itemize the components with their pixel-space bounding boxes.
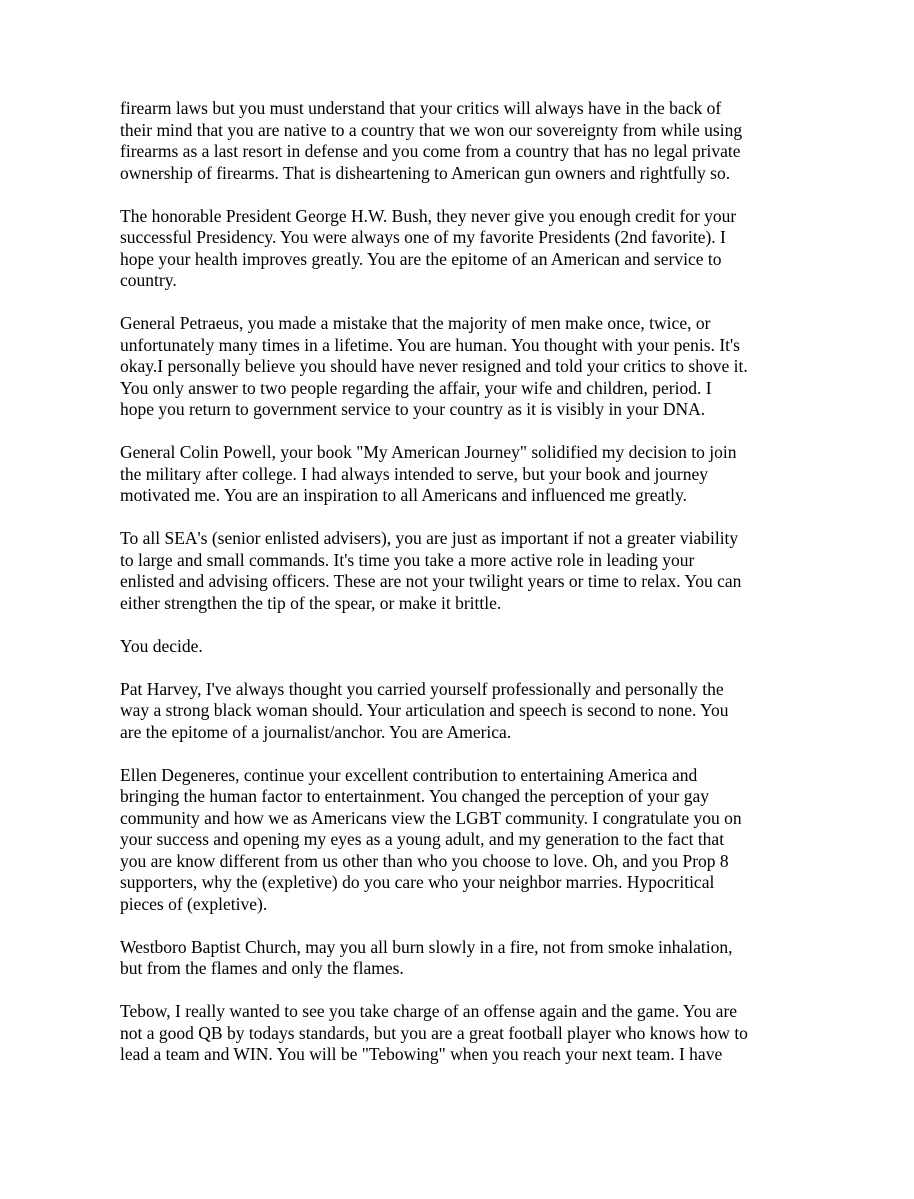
text-line: you are know different from us other than who you choose to love. Oh, and you Prop 8 bbox=[120, 850, 729, 871]
document-body bbox=[120, 98, 800, 1087]
paragraph bbox=[120, 206, 800, 292]
text-line: The honorable President George H.W. Bush, they never give you enough credit for your bbox=[120, 205, 737, 226]
text-line: You only answer to two people regarding the affair, your wife and children, period. I bbox=[120, 377, 712, 398]
paragraph bbox=[120, 1001, 800, 1066]
text-line: community and how we as Americans view the LGBT community. I congratulate you on bbox=[120, 807, 742, 828]
text-line: To all SEA's (senior enlisted advisers), you are just as important if not a greater viability bbox=[120, 528, 739, 548]
text-line: country. bbox=[120, 270, 177, 290]
text-line: firearms as a last resort in defense and you come from a country that has no legal private bbox=[120, 141, 741, 161]
text-line: to large and small commands. It's time you take a more active role in leading your bbox=[120, 549, 695, 570]
text-line: are the epitome of a journalist/anchor. You are America. bbox=[120, 721, 512, 742]
text-line: their mind that you are native to a country that we won our sovereignty from while using bbox=[120, 119, 743, 140]
text-line: supporters, why the (expletive) do you care who your neighbor marries. Hypocritical bbox=[120, 872, 715, 892]
text-line: firearm laws but you must understand that your critics will always have in the back of bbox=[120, 98, 722, 118]
text-line: Westboro Baptist Church, may you all burn slowly in a fire, not from smoke inhalation, bbox=[120, 936, 733, 957]
text-line: lead a team and WIN. You will be "Tebowing" when you reach your next team. I have bbox=[120, 1044, 723, 1064]
paragraph bbox=[120, 442, 800, 507]
text-line: pieces of (expletive). bbox=[120, 893, 268, 914]
text-line: unfortunately many times in a lifetime. You are human. You thought with your penis. It's bbox=[120, 334, 740, 355]
paragraph bbox=[120, 636, 800, 658]
text-line: Ellen Degeneres, continue your excellent contribution to entertaining America and bbox=[120, 764, 698, 785]
text-line: Tebow, I really wanted to see you take charge of an offense again and the game. You are bbox=[120, 1001, 738, 1021]
text-line: Pat Harvey, I've always thought you carried yourself professionally and personally the bbox=[120, 678, 724, 699]
text-line: way a strong black woman should. Your articulation and speech is second to none. You bbox=[120, 700, 729, 720]
text-line: not a good QB by todays standards, but you are a great football player who knows how to bbox=[120, 1022, 748, 1043]
text-line: General Colin Powell, your book "My American Journey" solidified my decision to join bbox=[120, 442, 737, 462]
text-line: enlisted and advising officers. These are not your twilight years or time to relax. You can bbox=[120, 571, 742, 591]
text-line: hope you return to government service to your country as it is visibly in your DNA. bbox=[120, 399, 706, 419]
text-line: but from the flames and only the flames. bbox=[120, 958, 404, 978]
text-line: You decide. bbox=[120, 635, 203, 656]
text-line: General Petraeus, you made a mistake that the majority of men make once, twice, or bbox=[120, 313, 711, 333]
paragraph bbox=[120, 98, 800, 184]
text-line: motivated me. You are an inspiration to all Americans and influenced me greatly. bbox=[120, 485, 687, 505]
text-line: successful Presidency. You were always one of my favorite Presidents (2nd favorite). I bbox=[120, 227, 726, 247]
paragraph bbox=[120, 937, 800, 980]
paragraph bbox=[120, 313, 800, 421]
text-line: either strengthen the tip of the spear, or make it brittle. bbox=[120, 592, 502, 613]
text-line: okay.I personally believe you should have never resigned and told your critics to shove it. bbox=[120, 356, 748, 376]
text-line: the military after college. I had always intended to serve, but your book and journey bbox=[120, 463, 709, 484]
text-line: bringing the human factor to entertainment. You changed the perception of your gay bbox=[120, 786, 710, 806]
paragraph bbox=[120, 679, 800, 744]
text-line: your success and opening my eyes as a young adult, and my generation to the fact that bbox=[120, 829, 725, 849]
paragraph bbox=[120, 765, 800, 916]
text-line: hope your health improves greatly. You are the epitome of an American and service to bbox=[120, 248, 722, 269]
text-line: ownership of firearms. That is disheartening to American gun owners and rightfully so. bbox=[120, 162, 731, 183]
paragraph bbox=[120, 528, 800, 614]
